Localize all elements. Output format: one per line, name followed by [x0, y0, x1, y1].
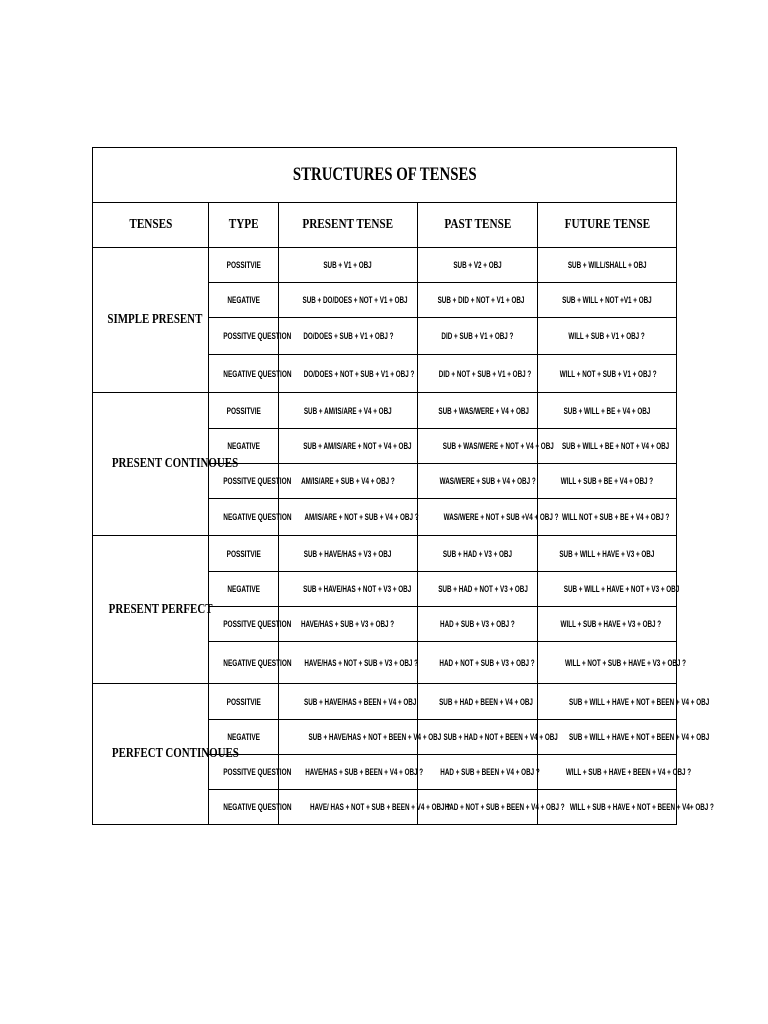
future-formula: SUB + WILL + HAVE + NOT + BEEN + V4 + OBJ: [569, 696, 710, 707]
present-cell: [279, 248, 418, 283]
future-formula: WILL + SUB + HAVE + BEEN + V4 + OBJ ?: [565, 767, 692, 777]
future-formula: WILL NOT + SUB + BE + V4 + OBJ ?: [562, 512, 670, 522]
type-cell: [209, 684, 279, 720]
past-cell: [418, 755, 538, 790]
sentence-type: POSSITVE QUESTION: [223, 619, 292, 629]
present-cell: [279, 393, 418, 429]
future-cell: [538, 248, 677, 283]
present-cell: [279, 536, 418, 572]
present-cell: [279, 684, 418, 720]
past-cell: [418, 572, 538, 607]
past-cell: [418, 318, 538, 355]
type-cell: [209, 499, 292, 536]
present-formula: AM/IS/ARE + NOT + SUB + V4 + OBJ ?: [304, 512, 419, 522]
present-formula: SUB + HAVE/HAS + BEEN + V4 + OBJ: [304, 696, 417, 707]
present-cell: [279, 464, 418, 499]
sentence-type: NEGATIVE: [227, 295, 260, 305]
past-cell: [418, 607, 538, 642]
past-cell: [418, 393, 538, 429]
sentence-type: POSSITVE QUESTION: [223, 476, 292, 486]
type-cell: [209, 248, 279, 283]
header-future-label: FUTURE TENSE: [564, 217, 650, 232]
past-formula: HAD + SUB + BEEN + V4 + OBJ ?: [440, 767, 540, 777]
past-formula: SUB + HAD + NOT + V3 + OBJ: [438, 584, 528, 594]
future-cell: [538, 572, 680, 607]
type-cell: [209, 572, 279, 607]
present-cell: [279, 429, 418, 464]
present-cell: [279, 607, 418, 642]
past-formula: DID + NOT + SUB + V1 + OBJ ?: [438, 368, 532, 379]
future-cell: [538, 536, 677, 572]
present-cell: [279, 790, 451, 825]
present-formula: HAVE/ HAS + NOT + SUB + BEEN + V4 + OBJ ?: [310, 802, 451, 812]
type-cell: [209, 318, 292, 355]
page-title-text: STRUCTURES OF TENSES: [292, 164, 477, 185]
tense-name-cell: [93, 536, 213, 684]
future-formula: SUB + WILL/SHALL + OBJ: [567, 260, 647, 270]
header-future: [538, 203, 677, 248]
present-formula: SUB + DO/DOES + NOT + V1 + OBJ: [302, 295, 408, 305]
future-cell: [538, 720, 710, 755]
past-cell: [418, 464, 538, 499]
future-cell: [538, 283, 677, 318]
tense-name-cell: [93, 684, 239, 825]
present-formula: SUB + HAVE/HAS + NOT + BEEN + V4 + OBJ: [308, 732, 442, 742]
past-formula: HAD + NOT + SUB + BEEN + V4 + OBJ ?: [444, 802, 565, 812]
type-cell: [209, 642, 292, 684]
future-formula: SUB + WILL + NOT +V1 + OBJ: [562, 295, 652, 305]
sentence-type: NEGATIVE QUESTION: [223, 802, 292, 812]
future-cell: [538, 607, 677, 642]
sentence-type: NEGATIVE QUESTION: [223, 657, 292, 668]
present-formula: SUB + HAVE/HAS + V3 + OBJ: [304, 548, 392, 559]
past-formula: SUB + HAD + NOT + BEEN + V4 + OBJ: [443, 732, 558, 742]
future-formula: WILL + SUB + BE + V4 + OBJ ?: [560, 476, 654, 486]
future-cell: [538, 355, 677, 393]
tense-structure-table: [92, 147, 714, 825]
present-cell: [279, 355, 418, 393]
header-row: [93, 203, 677, 248]
past-cell: [418, 283, 538, 318]
past-cell: [418, 684, 538, 720]
present-cell: [279, 283, 418, 318]
future-formula: SUB + WILL + BE + V4 + OBJ: [563, 405, 651, 416]
sentence-type: NEGATIVE QUESTION: [223, 512, 292, 522]
future-formula: WILL + SUB + HAVE + V3 + OBJ ?: [560, 619, 662, 629]
future-cell: [538, 684, 710, 720]
type-cell: [209, 355, 292, 393]
sentence-type: NEGATIVE: [227, 441, 260, 451]
type-cell: [209, 536, 279, 572]
future-formula: SUB + WILL + HAVE + NOT + V3 + OBJ: [563, 584, 680, 594]
past-formula: SUB + WAS/WERE + V4 + OBJ: [438, 405, 529, 416]
future-cell: [538, 642, 687, 684]
present-formula: HAVE/HAS + NOT + SUB + V3 + OBJ ?: [304, 657, 419, 668]
present-formula: SUB + V1 + OBJ: [323, 260, 373, 270]
header-tenses: [93, 203, 209, 248]
past-cell: [418, 499, 559, 536]
past-formula: WAS/WERE + SUB + V4 + OBJ ?: [439, 476, 536, 486]
table-row: [93, 684, 677, 720]
sentence-type: POSSITVIE: [226, 405, 261, 416]
future-formula: SUB + WILL + HAVE + NOT + BEEN + V4 + OBJ: [569, 732, 710, 742]
sentence-type: POSSITVIE: [226, 696, 261, 707]
header-past-label: PAST TENSE: [444, 217, 511, 232]
present-cell: [279, 755, 424, 790]
present-cell: [279, 720, 442, 755]
type-cell: [209, 790, 292, 825]
present-formula: HAVE/HAS + SUB + BEEN + V4 + OBJ ?: [305, 767, 424, 777]
past-formula: HAD + SUB + V3 + OBJ ?: [440, 619, 515, 629]
tense-name: SIMPLE PRESENT: [107, 312, 203, 327]
table-row: [93, 248, 677, 283]
header-present-label: PRESENT TENSE: [302, 217, 394, 232]
tense-name: PRESENT CONTINOUES: [111, 456, 239, 471]
past-formula: SUB + WAS/WERE + NOT + V4 + OBJ: [442, 441, 554, 451]
sentence-type: POSSITVIE: [226, 260, 261, 270]
past-cell: [418, 429, 554, 464]
past-formula: WAS/WERE + NOT + SUB +V4 + OBJ ?: [443, 512, 559, 522]
future-formula: WILL + SUB + HAVE + NOT + BEEN + V4+ OBJ ?: [569, 802, 714, 812]
present-cell: [279, 642, 418, 684]
future-formula: SUB + WILL + BE + NOT + V4 + OBJ: [561, 441, 670, 451]
header-type: [209, 203, 279, 248]
table-row: [93, 393, 677, 429]
present-cell: [279, 499, 418, 536]
present-cell: [279, 318, 418, 355]
sentence-type: POSSITVIE: [226, 548, 261, 559]
header-present: [279, 203, 418, 248]
sentence-type: POSSITVE QUESTION: [223, 331, 292, 341]
present-formula: HAVE/HAS + SUB + V3 + OBJ ?: [301, 619, 395, 629]
page-title: [93, 148, 677, 203]
present-cell: [279, 572, 418, 607]
present-formula: DO/DOES + SUB + V1 + OBJ ?: [302, 331, 394, 341]
sentence-type: NEGATIVE: [227, 584, 260, 594]
present-formula: SUB + AM/IS/ARE + V4 + OBJ: [304, 405, 392, 416]
header-past: [418, 203, 538, 248]
tense-name-cell: [93, 248, 209, 393]
past-formula: SUB + HAD + BEEN + V4 + OBJ: [439, 696, 533, 707]
future-formula: WILL + NOT + SUB + HAVE + V3 + OBJ ?: [564, 657, 687, 668]
past-formula: SUB + DID + NOT + V1 + OBJ: [437, 295, 525, 305]
past-cell: [418, 536, 538, 572]
past-cell: [418, 248, 538, 283]
past-cell: [418, 642, 538, 684]
present-formula: AM/IS/ARE + SUB + V4 + OBJ ?: [301, 476, 395, 486]
type-cell: [209, 393, 279, 429]
past-formula: SUB + HAD + V3 + OBJ: [442, 548, 513, 559]
tense-name-cell: [93, 393, 239, 536]
sentence-type: NEGATIVE: [227, 732, 260, 742]
future-formula: WILL + SUB + V1 + OBJ ?: [568, 331, 646, 341]
past-formula: HAD + NOT + SUB + V3 + OBJ ?: [439, 657, 535, 668]
type-cell: [209, 283, 279, 318]
future-cell: [538, 429, 677, 464]
future-cell: [538, 393, 677, 429]
table-row: [93, 536, 677, 572]
sentence-type: POSSITVE QUESTION: [223, 767, 292, 777]
future-formula: WILL + NOT + SUB + V1 + OBJ ?: [559, 368, 657, 379]
sentence-type: NEGATIVE QUESTION: [223, 368, 292, 379]
tense-name: PERFECT CONTINOUES: [111, 746, 239, 761]
header-tenses-label: TENSES: [129, 217, 172, 232]
type-cell: [209, 607, 292, 642]
future-cell: [538, 318, 677, 355]
present-formula: DO/DOES + NOT + SUB + V1 + OBJ ?: [303, 368, 415, 379]
past-formula: SUB + V2 + OBJ: [453, 260, 502, 270]
title-row: [93, 148, 677, 203]
header-type-label: TYPE: [228, 217, 259, 232]
tense-name: PRESENT PERFECT: [108, 601, 213, 617]
future-cell: [538, 464, 677, 499]
present-formula: SUB + AM/IS/ARE + NOT + V4 + OBJ: [303, 441, 412, 451]
past-formula: DID + SUB + V1 + OBJ ?: [441, 331, 514, 341]
present-formula: SUB + HAVE/HAS + NOT + V3 + OBJ: [303, 584, 412, 594]
future-formula: SUB + WILL + HAVE + V3 + OBJ: [559, 548, 655, 559]
future-cell: [538, 755, 692, 790]
past-cell: [418, 355, 538, 393]
